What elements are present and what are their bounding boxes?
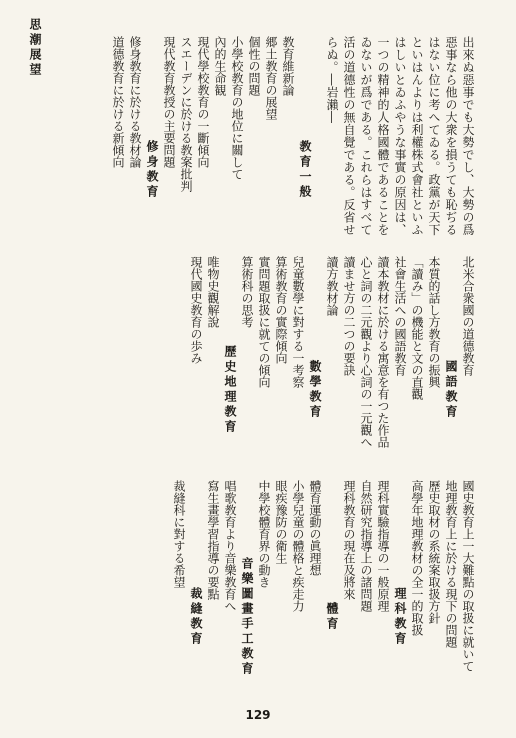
- entry-source: [245, 44, 246, 248]
- entry-title: スエーデンに於ける教案批判: [179, 36, 193, 192]
- entry-title: 算術科の思考: [240, 256, 254, 328]
- entry-source: [194, 44, 195, 248]
- page-number: 129: [245, 708, 271, 722]
- entry-title: 個性の問題: [247, 36, 261, 96]
- paragraph-line: 活の道德性の無自覺である。反省せ: [342, 36, 356, 236]
- paragraph-line: はない位に考へてゐる。政黨が天下: [427, 36, 441, 236]
- entry-title: 眼疾豫防の衛生: [274, 480, 288, 564]
- list-item: [126, 36, 143, 248]
- entry-title: 社會生活への國語教育: [393, 256, 407, 376]
- list-item: [279, 36, 296, 248]
- entry-source: [425, 264, 426, 468]
- entry-title: 算術教育の實際傾向: [274, 256, 288, 364]
- list-item: [340, 480, 357, 698]
- list-item: [374, 480, 391, 698]
- entry-source: [425, 488, 426, 698]
- list-item: [408, 256, 425, 468]
- list-item: [211, 36, 228, 248]
- list-item: [238, 256, 255, 468]
- list-item: [177, 36, 194, 248]
- list-item: [357, 480, 374, 698]
- entry-title: 國史教育上一大難點の取扱に就いて: [461, 480, 475, 672]
- paragraph-line: 惡事なら他の大衆を損うても恥ぢる: [444, 36, 458, 236]
- entry-title: 讀方教材論: [325, 256, 339, 316]
- entry-source: [255, 264, 256, 468]
- entry-source: [374, 264, 375, 468]
- entry-title: 「讀み」の機能と文の直觀: [410, 256, 424, 400]
- section-heading: 體育: [325, 602, 339, 632]
- entry-title: 理科實驗指導の一般原理: [376, 480, 390, 612]
- list-item: [425, 256, 442, 468]
- section-heading: 理科教育: [393, 587, 407, 647]
- list-item: [340, 256, 357, 468]
- list-item: [442, 480, 459, 698]
- entry-title: 教育維新論: [281, 36, 295, 96]
- list-item: [323, 256, 340, 468]
- entry-title: 裁縫科に對する希望: [172, 480, 186, 588]
- entry-title: 本質的話し方教育の振興: [427, 256, 441, 388]
- list-item: [459, 480, 476, 698]
- list-item: [357, 256, 374, 468]
- list-item: [187, 256, 204, 468]
- entry-title: 現代教育教授の主要問題: [162, 36, 176, 168]
- list-item: [255, 256, 272, 468]
- entry-source: [442, 488, 443, 698]
- entry-title: 唯物史觀解說: [206, 256, 220, 328]
- entry-source: [262, 44, 263, 248]
- entry-source: [340, 488, 341, 698]
- list-item: [425, 480, 442, 698]
- entry-source: [357, 488, 358, 698]
- section-heading: 歷史地理教育: [223, 345, 237, 435]
- list-item: [272, 480, 289, 698]
- list-item: [109, 36, 126, 248]
- entry-source: [211, 44, 212, 248]
- entry-title: 實問題取扱に就ての傾向: [257, 256, 271, 388]
- section-heading: 數學教育: [308, 360, 322, 420]
- entry-source: [204, 488, 205, 698]
- entry-title: 唱歌教育より音樂教育へ: [223, 480, 237, 612]
- tier-middle: [40, 256, 476, 468]
- list-item: [194, 36, 211, 248]
- tier-top: [40, 36, 476, 248]
- entry-source: [187, 264, 188, 468]
- list-item: [262, 36, 279, 248]
- spacer: [313, 36, 323, 248]
- entry-title: 現代學校教育の一斷傾向: [196, 36, 210, 168]
- entry-source: [459, 264, 460, 468]
- entry-title: 道德教育に於ける新傾向: [111, 36, 125, 168]
- entry-source: [228, 44, 229, 248]
- entry-source: [204, 264, 205, 468]
- running-head: 思潮展望: [28, 18, 42, 78]
- paragraph-line: ゐないが爲である。これらはすべて: [359, 36, 373, 236]
- entry-source: [357, 264, 358, 468]
- entry-title: 兒童數學に對する一考察: [291, 256, 305, 388]
- entry-title: 體育運動の眞理想: [308, 480, 322, 576]
- entry-title: 讀ませ方の二つの要訣: [342, 256, 356, 376]
- entry-source: [289, 264, 290, 468]
- list-item: [245, 36, 262, 248]
- entry-source: [289, 488, 290, 698]
- entry-title: 寫生畫學習指導の要點: [206, 480, 220, 600]
- list-item: [170, 480, 187, 698]
- entry-source: [279, 44, 280, 248]
- list-item: [228, 36, 245, 248]
- section-heading: 教育一般: [298, 140, 312, 200]
- entry-source: [459, 488, 460, 698]
- entry-source: [126, 44, 127, 248]
- entry-title: 地理教育上に於ける現下の問題: [444, 480, 458, 648]
- entry-source: [408, 488, 409, 698]
- paragraph-line: 一つの精神的人格國體であることを: [376, 36, 390, 236]
- entry-title: 內的生命観: [213, 36, 227, 96]
- list-item: [160, 36, 177, 248]
- entry-source: [323, 264, 324, 468]
- list-item: [391, 256, 408, 468]
- entry-source: [238, 264, 239, 468]
- paragraph-line: はしいとゐふやうな事實の原因は、: [393, 36, 407, 236]
- entry-source: [408, 264, 409, 468]
- section-heading: 裁縫教育: [189, 587, 203, 647]
- entry-source: [109, 44, 110, 248]
- entry-source: [272, 488, 273, 698]
- list-item: [289, 256, 306, 468]
- list-item: [306, 480, 323, 698]
- list-item: [408, 480, 425, 698]
- section-heading: 國語教育: [444, 360, 458, 420]
- entry-source: [255, 488, 256, 698]
- entry-source: [391, 264, 392, 468]
- list-item: [204, 256, 221, 468]
- tier-bottom: [40, 480, 476, 698]
- entry-title: 自然研究指導上の諸問題: [359, 480, 373, 612]
- entry-source: [306, 488, 307, 698]
- entry-title: 小學校教育の地位に關して: [230, 36, 244, 180]
- entry-title: 小學兒童の體格と疾走力: [291, 480, 305, 612]
- list-item: [221, 480, 238, 698]
- entry-title: 郷土教育の展望: [264, 36, 278, 120]
- list-item: [289, 480, 306, 698]
- list-item: [459, 256, 476, 468]
- list-item: [255, 480, 272, 698]
- entry-title: 高學年地理教材の全一的取扱: [410, 480, 424, 636]
- entry-title: 歷史取材の系統案取扱方針: [427, 480, 441, 624]
- section-heading: 修身教育: [145, 140, 159, 200]
- entry-source: [272, 264, 273, 468]
- entry-source: [170, 488, 171, 698]
- entry-title: 北米合衆國の道德教育: [461, 256, 475, 376]
- entry-title: 中學校體育界の動き: [257, 480, 271, 588]
- entry-title: 心と詞の二元觀より心詞の一元觀へ: [359, 256, 373, 448]
- entry-title: 讀本教材に於ける寓意を有つた作品: [376, 256, 390, 448]
- list-item: [374, 256, 391, 468]
- entry-title: 理科教育の現在及將來: [342, 480, 356, 600]
- entry-title: 修身教育に於ける教材論: [128, 36, 142, 168]
- paragraph-line: らぬ。―岩瀨―: [325, 36, 339, 124]
- entry-source: [177, 44, 178, 248]
- paragraph-line: 出來ぬ惡事でも大勢でし、大勢の爲: [461, 36, 475, 236]
- list-item: [204, 480, 221, 698]
- entry-source: [160, 44, 161, 248]
- list-item: [272, 256, 289, 468]
- section-heading: 音樂圖畫手工教育: [240, 557, 254, 677]
- entry-source: [374, 488, 375, 698]
- entry-title: 現代國史教育の歩み: [189, 256, 203, 364]
- entry-source: [340, 264, 341, 468]
- paragraph-line: といはんよりは利權株式會社といふ: [410, 36, 424, 236]
- entry-source: [221, 488, 222, 698]
